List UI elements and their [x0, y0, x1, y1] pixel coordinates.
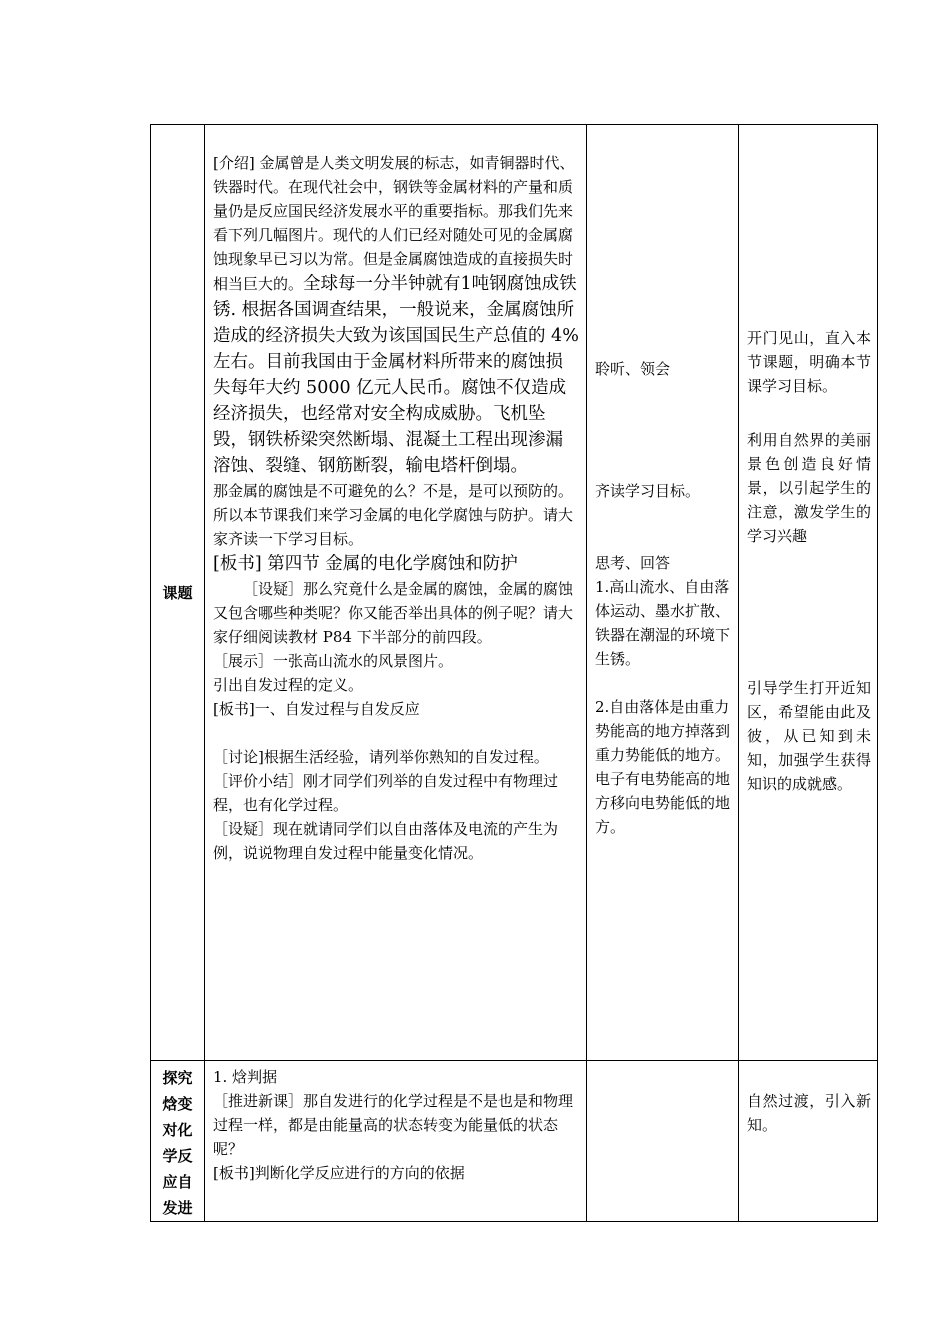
student-think-answer: 思考、回答 — [595, 554, 671, 572]
student-read-goals: 齐读学习目标。 — [595, 482, 701, 500]
teacher-activity-cell — [205, 125, 587, 1061]
label-line: 发进 — [162, 1199, 193, 1217]
label-line: 探究 — [162, 1069, 193, 1087]
teacher-discussion: ［讨论]根据生活经验，请列举你熟知的自发过程。 — [213, 748, 549, 766]
design-intent-cell — [739, 125, 878, 1061]
teacher-definition-text: 引出自发过程的定义。 — [213, 676, 364, 694]
teacher-enthalpy-heading: 1. 焓判据 — [213, 1068, 278, 1086]
teacher-text-prevention: 那金属的腐蚀是不可避免的么？不是，是可以预防的。所以本节课我们来学习金属的电化学腐蚀与防护。请大家齐读一下学习目标。 — [213, 482, 574, 548]
teacher-board-title: [板书] 第四节 金属的电化学腐蚀和防护 — [213, 554, 518, 574]
teacher-question-energy: ［设疑］现在就请同学们以自由落体及电流的产生为例，说说物理自发过程中能量变化情况。 — [213, 820, 559, 862]
label-line: 学反 — [162, 1147, 193, 1165]
row-label-enthalpy — [151, 1061, 205, 1222]
intent-transition: 自然过渡，引入新知。 — [747, 1092, 871, 1134]
teacher-evaluation: ［评价小结］刚才同学们列举的自发过程中有物理过程，也有化学过程。 — [213, 772, 559, 814]
label-line: 应自 — [162, 1173, 193, 1191]
student-answer-electric: 电子有电势能高的地方移向电势能低的地方。 — [595, 770, 731, 836]
student-activity-cell — [587, 125, 739, 1061]
teacher-intro-text — [213, 151, 580, 479]
teacher-new-lesson: ［推进新课］那自发进行的化学过程是不是也是和物理过程一样，都是由能量高的状态转变为能量低的状态呢？ — [213, 1092, 574, 1158]
row-label-topic: 课题 — [151, 125, 205, 1061]
lesson-plan-table — [150, 124, 878, 1222]
design-intent-cell-2 — [739, 1061, 878, 1222]
intent-intro: 开门见山，直入本节课题，明确本节课学习目标。 — [747, 329, 871, 395]
label-line: 焓变 — [162, 1095, 193, 1113]
teacher-board-basis: [板书]判断化学反应进行的方向的依据 — [213, 1164, 465, 1182]
intent-scenery: 利用自然界的美丽景色创造良好情景，以引起学生的注意，激发学生的学习兴趣 — [747, 431, 871, 545]
teacher-question-corrosion: ［设疑］那么究竟什么是金属的腐蚀，金属的腐蚀又包含哪些种类呢？你又能否举出具体的例子呢？请大家仔细阅读教材 P84 下半部分的前四段。 — [213, 580, 574, 646]
teacher-show-picture: ［展示］一张高山流水的风景图片。 — [213, 652, 454, 670]
student-activity-cell-2 — [587, 1061, 739, 1222]
teacher-board-spontaneous: [板书]一、自发过程与自发反应 — [213, 700, 420, 718]
student-answer-free-fall: 2.自由落体是由重力势能高的地方掉落到重力势能低的地方。 — [595, 698, 731, 764]
lesson-row-topic — [151, 125, 878, 1061]
student-listen: 聆听、领会 — [595, 360, 671, 378]
intent-zone: 引导学生打开近知区，希望能由此及彼，从已知到未知，加强学生获得知识的成就感。 — [747, 679, 871, 793]
teacher-activity-cell-2 — [205, 1061, 587, 1222]
label-line: 对化 — [162, 1121, 193, 1139]
lesson-row-enthalpy — [151, 1061, 878, 1222]
intro-large-text: 全球每一分半钟就有1吨钢腐蚀成铁锈. 根据各国调查结果，一般说来，金属腐蚀所造成的经济损失大致为该国国民生产总值的 4%左右。目前我国由于金属材料所带来的腐蚀损失每年大约 5000 亿元人民币。腐蚀不仅造成经济损失，也经常对安全构成威胁。飞机坠毁，钢铁桥梁突然断塌、混凝土工程出现渗漏溶蚀、裂缝、钢筋断裂，输电塔杆倒塌。 — [213, 274, 579, 476]
student-answer-examples: 1.高山流水、自由落体运动、墨水扩散、铁器在潮湿的环境下生锈。 — [595, 578, 731, 668]
intro-small-text: [介绍] 金属曾是人类文明发展的标志，如青铜器时代、铁器时代。在现代社会中，钢铁等金属材料的产量和质量仍是反应国民经济发展水平的重要指标。那我们先来看下列几幅图片。现代的人们已经对随处可见的金属腐蚀现象早已习以为常。但是金属腐蚀造成的直接损失时相当巨大的。 — [213, 154, 575, 293]
